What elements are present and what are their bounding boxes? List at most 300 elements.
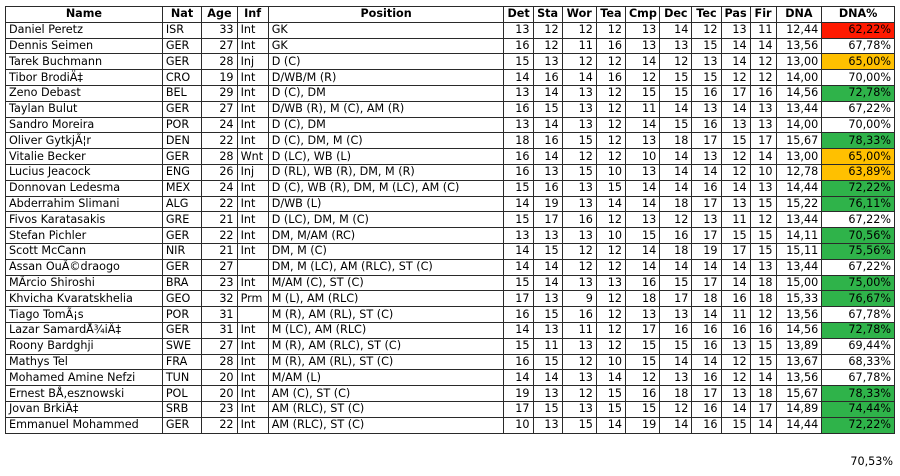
cell-fir: 17 [750, 133, 776, 149]
cell-det: 16 [504, 149, 533, 165]
cell-dna-pct: 67,22% [822, 101, 895, 117]
cell-pas: 11 [721, 212, 750, 228]
cell-tea: 12 [596, 149, 625, 165]
cell-tea: 12 [596, 338, 625, 354]
cell-position: M (R), AM (RLC), ST (C) [268, 338, 504, 354]
cell-nat: NIR [162, 243, 201, 259]
cell-position: M (LC), AM (RLC) [268, 322, 504, 338]
cell-fir: 15 [750, 338, 776, 354]
cell-det: 15 [504, 54, 533, 70]
cell-det: 13 [504, 22, 533, 38]
column-header-sta[interactable]: Sta [533, 7, 562, 23]
cell-name: Lucius Jeacock [6, 164, 163, 180]
cell-det: 13 [504, 117, 533, 133]
cell-nat: GER [162, 228, 201, 244]
column-header-wor[interactable]: Wor [562, 7, 596, 23]
cell-tec: 15 [692, 70, 721, 86]
cell-nat: GER [162, 54, 201, 70]
cell-fir: 13 [750, 101, 776, 117]
cell-name: Tiago TomÃ¡s [6, 307, 163, 323]
cell-age: 22 [202, 196, 237, 212]
column-header-cmp[interactable]: Cmp [625, 7, 659, 23]
cell-fir: 15 [750, 354, 776, 370]
cell-dna-pct: 75,56% [822, 243, 895, 259]
cell-dna-pct: 76,67% [822, 291, 895, 307]
table-row[interactable] [6, 243, 895, 259]
cell-tea: 12 [596, 259, 625, 275]
cell-pas: 14 [721, 54, 750, 70]
cell-wor: 13 [562, 370, 596, 386]
table-row[interactable] [6, 149, 895, 165]
cell-name: Daniel Peretz [6, 22, 163, 38]
cell-dec: 15 [660, 70, 692, 86]
cell-age: 29 [202, 85, 237, 101]
cell-age: 31 [202, 322, 237, 338]
table-row[interactable] [6, 275, 895, 291]
cell-name: Sandro Moreira [6, 117, 163, 133]
cell-name: Lazar SamardÅ¾iÄ‡ [6, 322, 163, 338]
cell-nat: CRO [162, 70, 201, 86]
cell-cmp: 14 [625, 259, 659, 275]
cell-dec: 15 [660, 85, 692, 101]
cell-inf: Int [237, 180, 268, 196]
cell-tec: 19 [692, 243, 721, 259]
cell-pas: 13 [721, 386, 750, 402]
cell-dna: 13,56 [776, 307, 822, 323]
cell-pas: 12 [721, 70, 750, 86]
cell-tec: 16 [692, 401, 721, 417]
cell-age: 26 [202, 164, 237, 180]
cell-cmp: 14 [625, 180, 659, 196]
cell-pas: 13 [721, 196, 750, 212]
table-row[interactable] [6, 180, 895, 196]
cell-position: D (C), DM [268, 117, 504, 133]
cell-det: 15 [504, 212, 533, 228]
cell-dna-pct: 65,00% [822, 54, 895, 70]
table-row[interactable] [6, 370, 895, 386]
cell-fir: 14 [750, 370, 776, 386]
cell-dna-pct: 76,11% [822, 196, 895, 212]
cell-position: D (C), DM, M (C) [268, 133, 504, 149]
table-row[interactable] [6, 386, 895, 402]
cell-tea: 10 [596, 354, 625, 370]
cell-cmp: 15 [625, 338, 659, 354]
cell-det: 10 [504, 417, 533, 433]
cell-det: 14 [504, 259, 533, 275]
cell-fir: 14 [750, 149, 776, 165]
cell-position: D/WB (L) [268, 196, 504, 212]
cell-tec: 15 [692, 38, 721, 54]
cell-name: Assan OuÃ©draogo [6, 259, 163, 275]
cell-cmp: 11 [625, 101, 659, 117]
cell-tea: 14 [596, 370, 625, 386]
cell-dec: 13 [660, 307, 692, 323]
cell-position: AM (RLC), ST (C) [268, 417, 504, 433]
cell-position: GK [268, 22, 504, 38]
cell-fir: 12 [750, 212, 776, 228]
cell-det: 14 [504, 322, 533, 338]
column-header-dna-pct[interactable]: DNA% [822, 7, 895, 23]
cell-sta: 15 [533, 243, 562, 259]
column-header-tea[interactable]: Tea [596, 7, 625, 23]
cell-name: Mohamed Amine Nefzi [6, 370, 163, 386]
cell-pas: 13 [721, 117, 750, 133]
cell-tec: 14 [692, 164, 721, 180]
cell-dna: 15,11 [776, 243, 822, 259]
cell-nat: BRA [162, 275, 201, 291]
table-row[interactable] [6, 38, 895, 54]
cell-pas: 14 [721, 275, 750, 291]
cell-tec: 17 [692, 275, 721, 291]
cell-cmp: 13 [625, 212, 659, 228]
cell-cmp: 16 [625, 275, 659, 291]
cell-tec: 13 [692, 212, 721, 228]
cell-det: 17 [504, 401, 533, 417]
cell-tec: 16 [692, 370, 721, 386]
cell-dna: 13,00 [776, 54, 822, 70]
cell-sta: 13 [533, 386, 562, 402]
cell-tea: 15 [596, 180, 625, 196]
table-row[interactable] [6, 85, 895, 101]
cell-dna: 14,00 [776, 117, 822, 133]
cell-fir: 14 [750, 417, 776, 433]
cell-nat: POL [162, 386, 201, 402]
cell-position: M (R), AM (RL), ST (C) [268, 354, 504, 370]
cell-dna-pct: 75,00% [822, 275, 895, 291]
cell-dec: 14 [660, 22, 692, 38]
cell-det: 14 [504, 196, 533, 212]
cell-position: D (C), DM [268, 85, 504, 101]
cell-cmp: 17 [625, 322, 659, 338]
cell-position: D/WB (R), M (C), AM (R) [268, 101, 504, 117]
column-header-dna[interactable]: DNA [776, 7, 822, 23]
cell-sta: 15 [533, 401, 562, 417]
cell-tec: 13 [692, 101, 721, 117]
table-row[interactable] [6, 322, 895, 338]
cell-tec: 13 [692, 149, 721, 165]
cell-inf [237, 259, 268, 275]
cell-fir: 15 [750, 243, 776, 259]
cell-dna: 12,78 [776, 164, 822, 180]
table-body [6, 22, 895, 433]
table-row[interactable] [6, 212, 895, 228]
cell-name: Zeno Debast [6, 85, 163, 101]
cell-dec: 13 [660, 370, 692, 386]
cell-position: DM, M/AM (RC) [268, 228, 504, 244]
cell-cmp: 15 [625, 228, 659, 244]
cell-pas: 12 [721, 354, 750, 370]
cell-dna-pct: 70,00% [822, 117, 895, 133]
cell-age: 28 [202, 354, 237, 370]
cell-fir: 18 [750, 275, 776, 291]
cell-pas: 14 [721, 38, 750, 54]
cell-pas: 12 [721, 164, 750, 180]
cell-wor: 13 [562, 401, 596, 417]
cell-cmp: 12 [625, 370, 659, 386]
cell-pas: 17 [721, 85, 750, 101]
cell-inf: Inj [237, 164, 268, 180]
cell-age: 32 [202, 291, 237, 307]
cell-sta: 17 [533, 212, 562, 228]
cell-sta: 13 [533, 322, 562, 338]
cell-age: 28 [202, 149, 237, 165]
column-header-det[interactable]: Det [504, 7, 533, 23]
cell-dna: 14,44 [776, 180, 822, 196]
cell-fir: 13 [750, 117, 776, 133]
cell-fir: 11 [750, 22, 776, 38]
cell-tec: 17 [692, 386, 721, 402]
column-header-tec[interactable]: Tec [692, 7, 721, 23]
cell-age: 24 [202, 117, 237, 133]
cell-dna: 15,33 [776, 291, 822, 307]
cell-det: 16 [504, 354, 533, 370]
cell-wor: 13 [562, 85, 596, 101]
cell-dec: 15 [660, 275, 692, 291]
cell-wor: 9 [562, 291, 596, 307]
cell-name: Roony Bardghji [6, 338, 163, 354]
cell-position: D (RL), WB (R), DM, M (R) [268, 164, 504, 180]
cell-position: D (C) [268, 54, 504, 70]
cell-position: D (LC), DM, M (C) [268, 212, 504, 228]
cell-position: DM, M (C) [268, 243, 504, 259]
cell-tea: 15 [596, 401, 625, 417]
cell-det: 15 [504, 275, 533, 291]
cell-name: Abderrahim Slimani [6, 196, 163, 212]
cell-dna: 15,22 [776, 196, 822, 212]
cell-sta: 16 [533, 70, 562, 86]
cell-dec: 18 [660, 196, 692, 212]
cell-sta: 15 [533, 101, 562, 117]
cell-position: AM (C), ST (C) [268, 386, 504, 402]
cell-dec: 14 [660, 417, 692, 433]
cell-age: 20 [202, 370, 237, 386]
cell-pas: 14 [721, 259, 750, 275]
cell-dna: 13,44 [776, 101, 822, 117]
cell-wor: 12 [562, 386, 596, 402]
cell-name: Fivos Karatasakis [6, 212, 163, 228]
cell-inf: Int [237, 243, 268, 259]
table-row[interactable] [6, 22, 895, 38]
cell-dec: 18 [660, 243, 692, 259]
cell-tec: 17 [692, 228, 721, 244]
cell-pas: 16 [721, 322, 750, 338]
cell-name: Jovan BrkiÄ‡ [6, 401, 163, 417]
cell-nat: SWE [162, 338, 201, 354]
cell-tea: 12 [596, 322, 625, 338]
cell-dna: 13,00 [776, 149, 822, 165]
cell-tec: 14 [692, 354, 721, 370]
cell-dna-pct: 72,22% [822, 180, 895, 196]
cell-dna-pct: 70,56% [822, 228, 895, 244]
cell-age: 22 [202, 133, 237, 149]
cell-sta: 11 [533, 338, 562, 354]
cell-dec: 14 [660, 354, 692, 370]
cell-fir: 16 [750, 85, 776, 101]
cell-nat: GER [162, 149, 201, 165]
cell-det: 15 [504, 338, 533, 354]
cell-pas: 17 [721, 243, 750, 259]
cell-age: 21 [202, 212, 237, 228]
cell-inf: Int [237, 401, 268, 417]
cell-tea: 12 [596, 243, 625, 259]
cell-det: 14 [504, 70, 533, 86]
cell-cmp: 12 [625, 70, 659, 86]
cell-det: 14 [504, 243, 533, 259]
table-row[interactable] [6, 117, 895, 133]
cell-pas: 13 [721, 22, 750, 38]
cell-wor: 11 [562, 322, 596, 338]
cell-pas: 12 [721, 149, 750, 165]
cell-tea: 10 [596, 164, 625, 180]
cell-tea: 12 [596, 307, 625, 323]
cell-tea: 12 [596, 101, 625, 117]
cell-tea: 14 [596, 417, 625, 433]
cell-tea: 12 [596, 212, 625, 228]
cell-wor: 15 [562, 164, 596, 180]
cell-cmp: 14 [625, 243, 659, 259]
column-header-fir[interactable]: Fir [750, 7, 776, 23]
table-row[interactable] [6, 401, 895, 417]
column-header-nat[interactable]: Nat [162, 7, 201, 23]
cell-dec: 18 [660, 133, 692, 149]
cell-inf [237, 307, 268, 323]
column-header-inf[interactable]: Inf [237, 7, 268, 23]
table-row[interactable] [6, 307, 895, 323]
cell-nat: POR [162, 307, 201, 323]
cell-cmp: 19 [625, 417, 659, 433]
cell-sta: 12 [533, 22, 562, 38]
cell-dna: 15,67 [776, 133, 822, 149]
cell-dna-pct: 70,00% [822, 70, 895, 86]
cell-tea: 15 [596, 386, 625, 402]
cell-wor: 13 [562, 228, 596, 244]
column-header-pas[interactable]: Pas [721, 7, 750, 23]
cell-dna-pct: 78,33% [822, 386, 895, 402]
cell-fir: 10 [750, 164, 776, 180]
cell-det: 16 [504, 101, 533, 117]
column-header-dec[interactable]: Dec [660, 7, 692, 23]
cell-dec: 15 [660, 117, 692, 133]
cell-tec: 16 [692, 180, 721, 196]
cell-wor: 12 [562, 259, 596, 275]
cell-inf: Inj [237, 54, 268, 70]
cell-dna: 14,56 [776, 322, 822, 338]
cell-sta: 13 [533, 228, 562, 244]
cell-nat: GRE [162, 212, 201, 228]
cell-dna: 13,56 [776, 370, 822, 386]
cell-wor: 14 [562, 70, 596, 86]
cell-pas: 16 [721, 291, 750, 307]
table-row[interactable] [6, 417, 895, 433]
cell-age: 21 [202, 243, 237, 259]
cell-tec: 13 [692, 54, 721, 70]
cell-dna: 15,00 [776, 275, 822, 291]
cell-name: Taylan Bulut [6, 101, 163, 117]
cell-inf: Int [237, 38, 268, 54]
cell-fir: 18 [750, 386, 776, 402]
cell-sta: 15 [533, 307, 562, 323]
cell-name: Tibor BrodiÄ‡ [6, 70, 163, 86]
cell-name: Oliver GytkjÃ¦r [6, 133, 163, 149]
cell-pas: 14 [721, 101, 750, 117]
column-header-name[interactable]: Name [6, 7, 163, 23]
cell-dna: 13,89 [776, 338, 822, 354]
table-row[interactable] [6, 354, 895, 370]
column-header-position[interactable]: Position [268, 7, 504, 23]
cell-name: Ernest BÅ‚esznowski [6, 386, 163, 402]
table-row[interactable] [6, 133, 895, 149]
cell-pas: 12 [721, 370, 750, 386]
cell-name: Emmanuel Mohammed [6, 417, 163, 433]
cell-position: D (C), WB (R), DM, M (LC), AM (C) [268, 180, 504, 196]
cell-dna: 14,11 [776, 228, 822, 244]
cell-dna: 13,44 [776, 259, 822, 275]
cell-wor: 12 [562, 54, 596, 70]
cell-sta: 14 [533, 149, 562, 165]
player-table [5, 6, 895, 434]
cell-det: 14 [504, 370, 533, 386]
cell-dec: 16 [660, 322, 692, 338]
cell-tec: 16 [692, 338, 721, 354]
cell-dna: 12,44 [776, 22, 822, 38]
table-row[interactable] [6, 228, 895, 244]
cell-name: Stefan Pichler [6, 228, 163, 244]
cell-dec: 14 [660, 259, 692, 275]
table-row[interactable] [6, 164, 895, 180]
column-header-age[interactable]: Age [202, 7, 237, 23]
cell-tec: 16 [692, 322, 721, 338]
cell-inf: Int [237, 322, 268, 338]
table-row[interactable] [6, 259, 895, 275]
cell-fir: 12 [750, 307, 776, 323]
cell-fir: 16 [750, 322, 776, 338]
table-row[interactable] [6, 101, 895, 117]
cell-dna: 14,56 [776, 85, 822, 101]
cell-pas: 13 [721, 338, 750, 354]
cell-wor: 16 [562, 307, 596, 323]
table-row[interactable] [6, 338, 895, 354]
cell-det: 15 [504, 180, 533, 196]
cell-inf: Int [237, 417, 268, 433]
cell-cmp: 13 [625, 38, 659, 54]
cell-inf: Int [237, 101, 268, 117]
cell-fir: 12 [750, 70, 776, 86]
cell-dna-pct: 67,78% [822, 307, 895, 323]
table-row[interactable] [6, 70, 895, 86]
cell-dna-pct: 63,89% [822, 164, 895, 180]
cell-cmp: 13 [625, 133, 659, 149]
table-row[interactable] [6, 196, 895, 212]
cell-tec: 16 [692, 417, 721, 433]
cell-nat: TUN [162, 370, 201, 386]
cell-dna: 13,67 [776, 354, 822, 370]
cell-dna: 13,44 [776, 212, 822, 228]
cell-tec: 17 [692, 133, 721, 149]
cell-sta: 16 [533, 133, 562, 149]
cell-name: Mathys Tel [6, 354, 163, 370]
cell-pas: 15 [721, 228, 750, 244]
cell-det: 13 [504, 85, 533, 101]
cell-age: 20 [202, 386, 237, 402]
cell-tec: 12 [692, 22, 721, 38]
cell-nat: BEL [162, 85, 201, 101]
cell-dec: 17 [660, 291, 692, 307]
table-row[interactable] [6, 54, 895, 70]
cell-nat: GER [162, 417, 201, 433]
table-row[interactable] [6, 291, 895, 307]
cell-inf: Int [237, 370, 268, 386]
cell-wor: 12 [562, 149, 596, 165]
